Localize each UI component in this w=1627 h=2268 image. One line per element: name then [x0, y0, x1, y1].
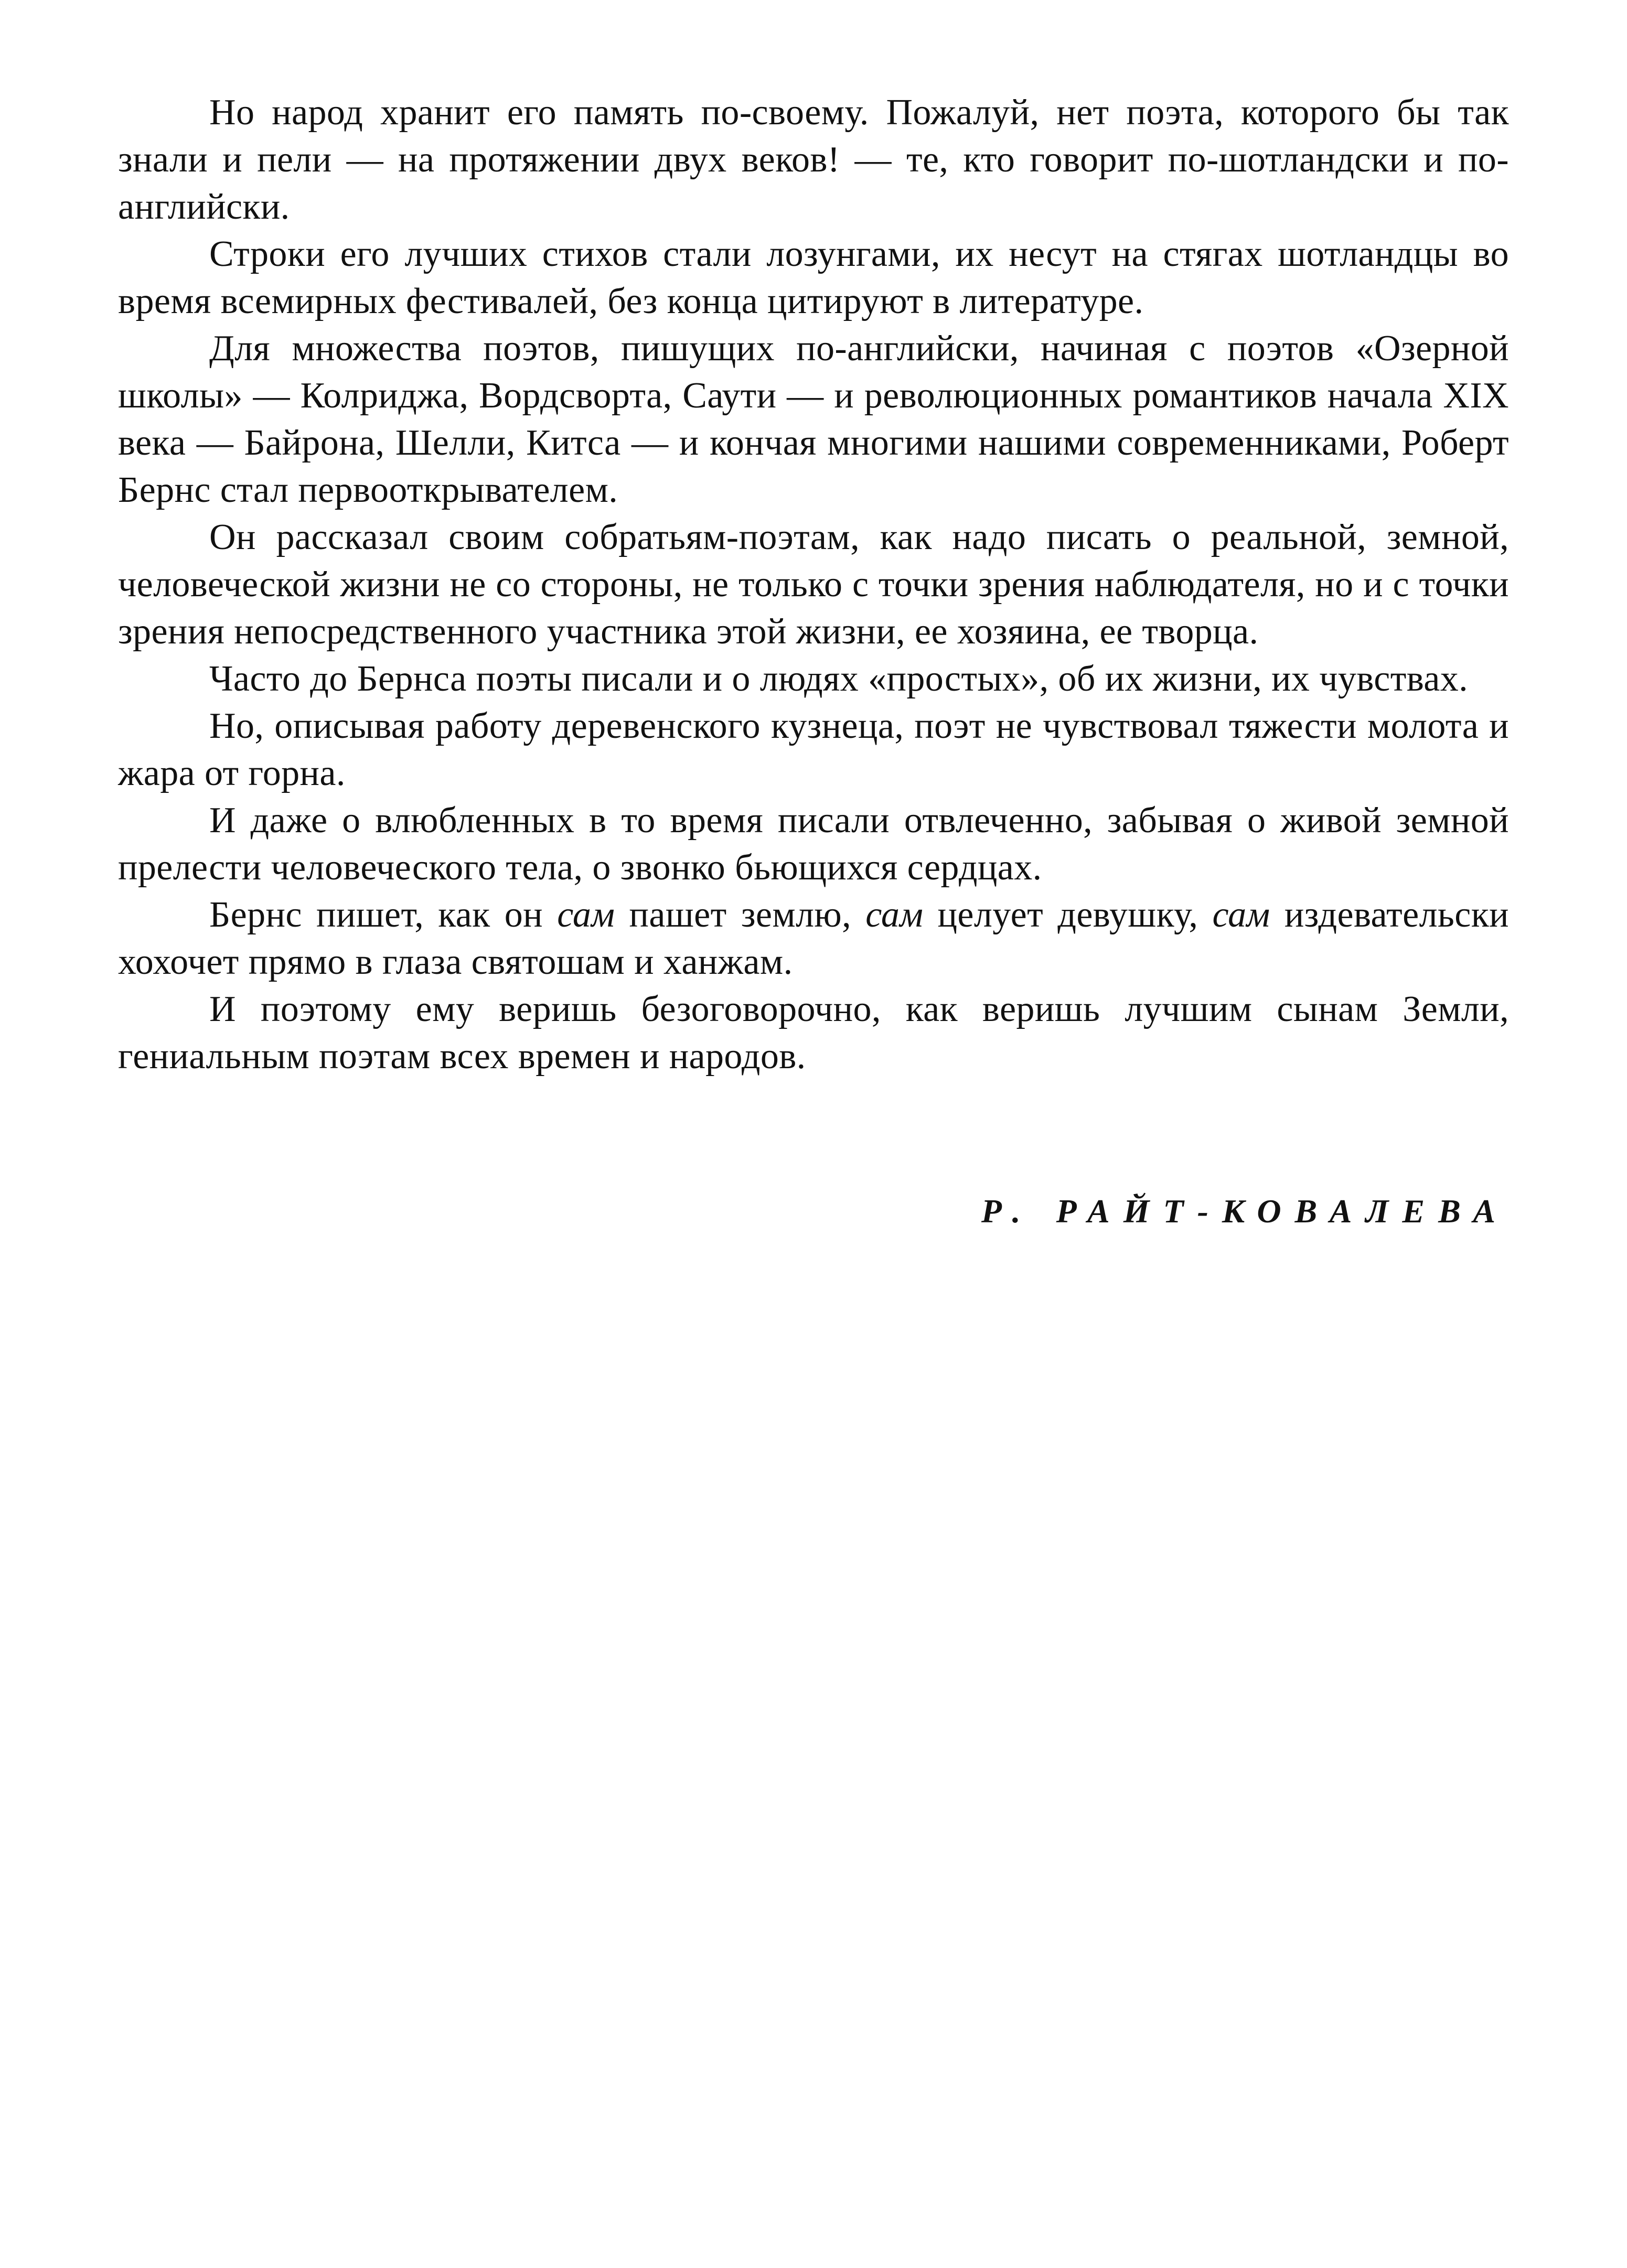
author-signature: Р. РАЙТ-КОВАЛЕВА	[981, 1192, 1509, 1230]
paragraph-text: издевательски хохочет прямо в глаза святошам и ханжам.	[118, 895, 1509, 982]
paragraph: И поэтому ему веришь безоговорочно, как веришь лучшим сынам Земли, гениальным поэтам всех времен и народов.	[118, 989, 1509, 1077]
paragraph: И даже о влюбленных в то время писали отвлеченно, забывая о живой земной прелести человеческого тела, о звонко бьющихся сердцах.	[118, 800, 1509, 888]
paragraph: Он рассказал своим собратьям-поэтам, как надо писать о реальной, земной, человеческой жизни не со стороны, не только с точки зрения наблюдателя, но и с точки зрения непосредственного участника этой жизни, ее хозяина, ее творца.	[118, 517, 1509, 652]
paragraph-text: целует девушку,	[923, 895, 1213, 935]
paragraph-text: пашет землю,	[615, 895, 866, 935]
article-text	[118, 89, 1509, 1080]
paragraph: Но, описывая работу деревенского кузнеца, поэт не чувствовал тяжести молота и жара от горна.	[118, 706, 1509, 793]
paragraph: Для множества поэтов, пишущих по-английски, начиная с поэтов «Озерной школы» — Колриджа, Вордсворта, Саути — и революционных романтиков начала XIX века — Байрона, Шелли, Китса — и кончая многими нашими современниками, Роберт Бернс стал первооткрывателем.	[118, 328, 1509, 510]
paragraph: Строки его лучших стихов стали лозунгами, их несут на стягах шотландцы во время всемирных фестивалей, без конца цитируют в литературе.	[118, 234, 1509, 321]
paragraph-text: Бернс пишет, как он	[209, 895, 558, 935]
emphasis-word: сам	[557, 895, 615, 935]
emphasis-word: сам	[865, 895, 924, 935]
emphasis-word: сам	[1212, 895, 1270, 935]
paragraph: Часто до Бернса поэты писали и о людях «простых», об их жизни, их чувствах.	[209, 659, 1469, 699]
paragraph-with-emphasis	[118, 891, 1509, 986]
paragraph: Но народ хранит его память по-своему. Пожалуй, нет поэта, которого бы так знали и пели — на протяжении двух веков! — те, кто говорит по-шотландски и по-английски.	[118, 92, 1509, 227]
